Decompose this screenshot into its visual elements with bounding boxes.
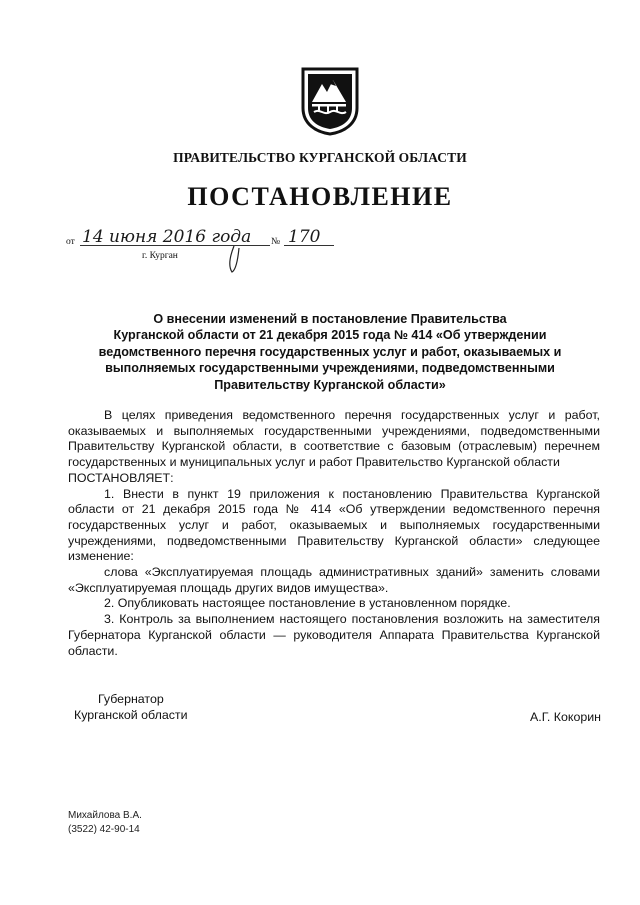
item-1: 1. Внести в пункт 19 приложения к постановлению Правительства Курганской области от 21 декабря 2015 года № 414 «Об утверждении ведомственного перечня государственных услуг и работ, оказываемых и выполняемых государственными учреждениями, подведомственными Правительству Курганской области» следующее изменение:: [68, 486, 600, 564]
executor-name: Михайлова В.А.: [68, 810, 142, 821]
executor-contact: [68, 809, 142, 836]
from-label: от: [66, 237, 75, 247]
handwritten-number: 170: [288, 227, 321, 247]
signatory-name: А.Г. Кокорин: [530, 710, 602, 724]
title-line: выполняемых государственными учреждениями, подведомственными: [105, 361, 555, 376]
city-label: г. Курган: [142, 251, 178, 261]
item-3: 3. Контроль за выполнением настоящего постановления возложить на заместителя Губернатора Курганской области — руководителя Аппарата Правительства Курганской области.: [68, 612, 600, 658]
executor-phone: (3522) 42-90-14: [68, 823, 140, 835]
number-underline: [284, 245, 334, 246]
signatory-position: [74, 692, 188, 723]
item-2: 2. Опубликовать настоящее постановление в установленном порядке.: [104, 596, 511, 611]
title-line: Курганской области от 21 декабря 2015 года № 414 «Об утверждении: [113, 328, 547, 343]
number-label: №: [271, 237, 281, 247]
title-line: О внесении изменений в постановление Правительства: [153, 312, 507, 326]
document-type-heading: ПОСТАНОВЛЕНИЕ: [187, 182, 453, 211]
position-line-1: Губернатор: [98, 692, 164, 706]
document-title: [70, 311, 590, 393]
handwritten-date: 14 июня 2016 года: [82, 227, 252, 247]
title-line: ведомственного перечня государственных услуг и работ, оказываемых и: [98, 344, 562, 359]
item-1-change: слова «Эксплуатируемая площадь административных зданий» заменить словами «Эксплуатируемая площадь других видов имущества».: [68, 565, 600, 595]
position-line-2: Курганской области: [74, 707, 188, 722]
handwriting-stroke: [226, 244, 246, 274]
government-name: ПРАВИТЕЛЬСТВО КУРГАНСКОЙ ОБЛАСТИ: [173, 150, 467, 165]
title-line: Правительству Курганской области»: [214, 377, 446, 392]
coat-of-arms-emblem: [300, 66, 360, 136]
document-body: [68, 408, 600, 659]
preamble-paragraph: В целях приведения ведомственного перечня государственных услуг и работ, оказываемых и выполняемых государственными учреждениями, подведомственными Правительству Курганской области, в соответствие с базовым (отраслевым) перечнем государственных и муниципальных услуг и работ Правительство Курганской области: [68, 408, 600, 470]
date-number-line: [66, 228, 366, 252]
decree-word: ПОСТАНОВЛЯЕТ:: [68, 470, 174, 485]
